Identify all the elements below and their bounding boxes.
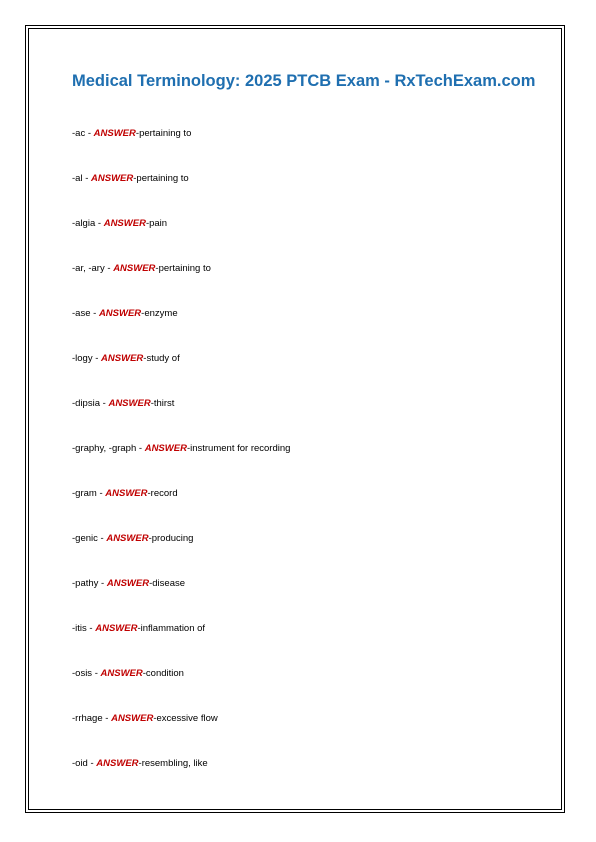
term-text: -genic bbox=[72, 533, 98, 544]
definition-text: disease bbox=[152, 578, 186, 589]
answer-dash: - bbox=[186, 443, 191, 454]
answer-label: ANSWER bbox=[96, 758, 139, 769]
term-entry bbox=[72, 623, 290, 668]
term-entry bbox=[72, 533, 290, 578]
term-entry bbox=[72, 308, 290, 353]
answer-label: ANSWER bbox=[113, 263, 156, 274]
definition-text: record bbox=[150, 488, 178, 499]
definition-text: resembling, like bbox=[141, 758, 208, 769]
term-separator: - bbox=[87, 758, 97, 769]
term-entry bbox=[72, 263, 290, 308]
term-entry bbox=[72, 578, 290, 623]
term-entry bbox=[72, 218, 290, 263]
term-separator: - bbox=[95, 218, 104, 229]
term-text: -itis bbox=[72, 623, 87, 634]
term-entry bbox=[72, 353, 290, 398]
term-text: -ase bbox=[72, 308, 91, 319]
term-separator: - bbox=[136, 443, 145, 454]
answer-dash: - bbox=[142, 668, 146, 679]
answer-dash: - bbox=[137, 623, 141, 634]
answer-label: ANSWER bbox=[106, 533, 149, 544]
answer-label: ANSWER bbox=[111, 713, 154, 724]
answer-label: ANSWER bbox=[98, 308, 142, 319]
term-text: -logy bbox=[72, 353, 93, 364]
term-separator: - bbox=[100, 398, 109, 409]
term-separator: - bbox=[92, 353, 102, 364]
document-title: Medical Terminology: 2025 PTCB Exam - RxTechExam.com bbox=[72, 72, 536, 90]
term-entry bbox=[72, 488, 290, 533]
definition-text: condition bbox=[145, 668, 184, 679]
definition-text: pertaining to bbox=[158, 263, 211, 274]
answer-dash: - bbox=[155, 263, 159, 274]
answer-label: ANSWER bbox=[101, 353, 144, 364]
term-entry bbox=[72, 398, 290, 443]
term-text: -al bbox=[72, 173, 83, 184]
term-text: -pathy bbox=[72, 578, 99, 589]
definition-text: producing bbox=[151, 533, 194, 544]
term-separator: - bbox=[82, 173, 92, 184]
term-separator: - bbox=[85, 128, 94, 139]
term-separator: - bbox=[92, 668, 101, 679]
term-text: -ac bbox=[72, 128, 86, 139]
definition-text: pain bbox=[149, 218, 168, 229]
term-separator: - bbox=[86, 623, 96, 634]
answer-label: ANSWER bbox=[103, 218, 146, 229]
term-entry bbox=[72, 758, 290, 803]
answer-dash: - bbox=[143, 353, 147, 364]
term-list bbox=[72, 128, 290, 803]
term-text: -algia bbox=[72, 218, 96, 229]
answer-dash: - bbox=[141, 308, 145, 319]
definition-text: enzyme bbox=[144, 308, 178, 319]
term-entry bbox=[72, 443, 290, 488]
answer-label: ANSWER bbox=[93, 128, 136, 139]
term-text: -oid bbox=[72, 758, 88, 769]
definition-text: inflammation of bbox=[140, 623, 206, 634]
answer-dash: - bbox=[150, 398, 154, 409]
definition-text: pertaining to bbox=[139, 128, 192, 139]
answer-dash: - bbox=[149, 578, 153, 589]
definition-text: thirst bbox=[153, 398, 175, 409]
answer-label: ANSWER bbox=[108, 398, 151, 409]
answer-label: ANSWER bbox=[91, 173, 134, 184]
term-separator: - bbox=[102, 713, 112, 724]
term-entry bbox=[72, 128, 290, 173]
definition-text: instrument for recording bbox=[190, 443, 291, 454]
answer-label: ANSWER bbox=[105, 488, 148, 499]
answer-label: ANSWER bbox=[144, 443, 187, 454]
term-text: -ar, -ary bbox=[72, 263, 105, 274]
term-text: -dipsia bbox=[72, 398, 100, 409]
answer-dash: - bbox=[153, 713, 157, 724]
term-entry bbox=[72, 668, 290, 713]
term-entry bbox=[72, 713, 290, 758]
answer-label: ANSWER bbox=[106, 578, 150, 589]
term-separator: - bbox=[104, 263, 114, 274]
definition-text: excessive flow bbox=[156, 713, 218, 724]
answer-label: ANSWER bbox=[95, 623, 138, 634]
answer-dash: - bbox=[145, 218, 150, 229]
answer-dash: - bbox=[147, 488, 151, 499]
answer-label: ANSWER bbox=[100, 668, 143, 679]
term-text: -gram bbox=[72, 488, 97, 499]
term-text: -osis bbox=[72, 668, 93, 679]
term-separator: - bbox=[98, 578, 107, 589]
term-separator: - bbox=[90, 308, 99, 319]
term-entry bbox=[72, 173, 290, 218]
definition-text: study of bbox=[146, 353, 180, 364]
term-separator: - bbox=[97, 533, 107, 544]
answer-dash: - bbox=[135, 128, 140, 139]
term-text: -graphy, -graph bbox=[72, 443, 137, 454]
answer-dash: - bbox=[138, 758, 142, 769]
term-text: -rrhage bbox=[72, 713, 103, 724]
term-separator: - bbox=[96, 488, 106, 499]
answer-dash: - bbox=[133, 173, 137, 184]
answer-dash: - bbox=[148, 533, 152, 544]
definition-text: pertaining to bbox=[136, 173, 189, 184]
